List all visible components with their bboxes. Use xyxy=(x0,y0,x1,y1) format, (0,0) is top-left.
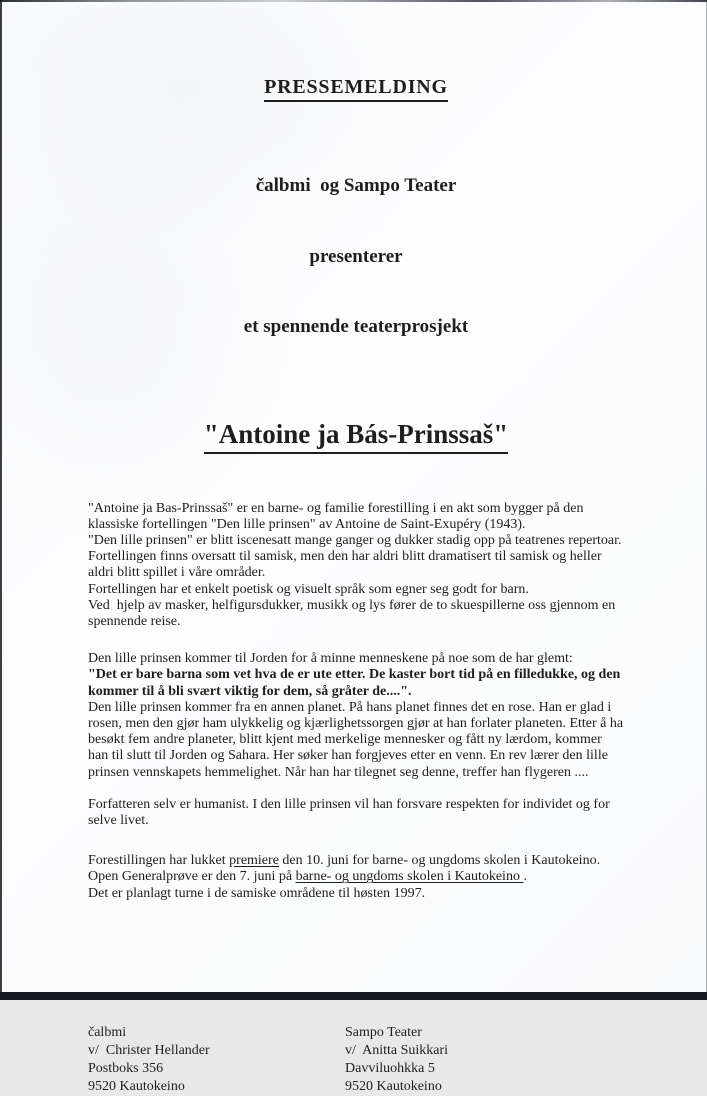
paragraph-line: "Antoine ja Bas-Prinssaš" er en barne- og familie forestilling i en akt som bygger på den klassiske fortellingen "Den lille prinsen" av Antoine de Saint-Exupéry (1943). xyxy=(88,500,587,532)
main-title: "Antoine ja Bás-Prinssaš" xyxy=(204,419,509,454)
paragraph-about xyxy=(88,501,624,631)
paragraph-line: Den lille prinsen kommer fra en annen planet. På hans planet finnes det en rose. Han er glad i rosen, men den gjør ham ulykkelig og kjærlighetssorgen gjør at han forlater planeten. Etter å ha besøkt fem andre planeter, blitt kjent med merkelige mennesker og fått ny lærdom, kommer han til slutt til Jorden og Sahara. Her søker han forgjeves etter en venn. En rev lærer den lille prinsen vennskapets hemmelighet. Når han har tilegnet seg denne, treffer han flygeren .... xyxy=(88,699,627,780)
paragraph-line: Ved hjelp av masker, helfigursdukker, musikk og lys fører de to skuespillerne oss gjennom en spennende reise. xyxy=(88,597,619,629)
scan-edge-top xyxy=(0,0,707,2)
presenter-line-2: presenterer xyxy=(309,245,403,267)
presenter-line-3: et spennende teaterprosjekt xyxy=(243,316,469,337)
schedule-premiere-line xyxy=(88,853,624,869)
contact-org: Sampo Teater xyxy=(345,1024,422,1040)
contact-address: Davviluohkka 5 xyxy=(345,1060,435,1076)
paragraph-line: Forfatteren selv er humanist. I den lille prinsen vil han forsvare respekten for individet og for selve livet. xyxy=(88,796,614,828)
schedule-underlined-text: barne- og ungdoms skolen i Kautokeino xyxy=(295,869,524,885)
kicker-row xyxy=(88,76,624,102)
contact-sampo-teater xyxy=(345,1024,448,1096)
press-release-content xyxy=(88,76,627,1096)
schedule-text: Open Generalprøve er den 7. juni på xyxy=(88,869,296,885)
scan-edge-left xyxy=(0,0,2,1000)
contact-person: v/ Anitta Suikkari xyxy=(345,1042,449,1058)
contact-org: čalbmi xyxy=(88,1024,127,1040)
document-kicker: PRESSEMELDING xyxy=(264,76,448,102)
contact-city: 9520 Kautokeino xyxy=(345,1078,442,1094)
main-title-row xyxy=(88,419,624,454)
body-copy xyxy=(88,500,627,902)
paragraph-line: Den lille prinsen kommer til Jorden for å minne menneskene på noe som de har glemt: xyxy=(88,651,573,667)
presenter-block xyxy=(88,127,624,386)
schedule-text: Forestillingen har lukket xyxy=(88,853,230,869)
paragraph-author xyxy=(88,797,624,829)
contact-address: Postboks 356 xyxy=(88,1060,164,1076)
presenter-line-1: čalbmi og Sampo Teater xyxy=(255,175,457,196)
paragraph-story xyxy=(88,651,627,781)
schedule-underlined-text: premiere xyxy=(229,853,279,869)
contact-city: 9520 Kautokeino xyxy=(88,1078,185,1094)
schedule-text: den 10. juni for barne- og ungdoms skolen i Kautokeino. xyxy=(278,853,601,869)
paragraph-schedule xyxy=(88,853,624,902)
paragraph-line: Fortellingen har et enkelt poetisk og visuelt språk som egner seg godt for barn. xyxy=(88,581,529,597)
schedule-rehearsal-line xyxy=(88,869,624,885)
schedule-tour-line: Det er planlagt turne i de samiske områdene til høsten 1997. xyxy=(88,885,426,901)
contact-block xyxy=(88,1024,624,1096)
contact-calbmi xyxy=(88,1024,345,1096)
story-quote: "Det er bare barna som vet hva de er ute etter. De kaster bort tid på en filledukke, og den kommer til å bli svært viktig for dem, så gråter de....". xyxy=(88,667,624,699)
contact-person: v/ Christer Hellander xyxy=(88,1042,210,1058)
paragraph-line: "Den lille prinsen" er blitt iscenesatt mange ganger og dukker stadig opp på teatrenes repertoar. Fortellingen finns oversatt til samisk, men den har aldri blitt dramatisert til samisk og heller aldri blitt spillet i våre områder. xyxy=(88,532,626,581)
schedule-text: . xyxy=(523,869,527,885)
